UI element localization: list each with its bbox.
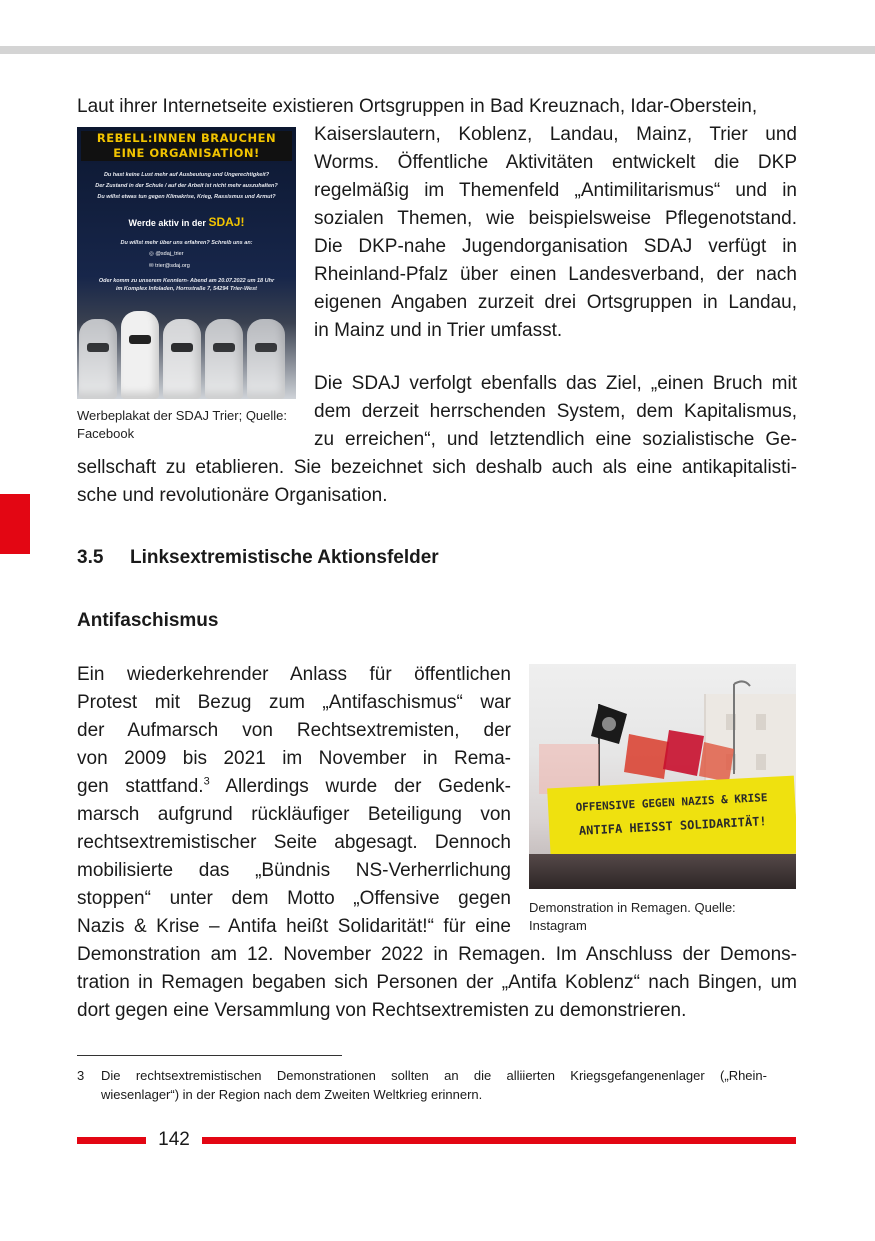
section-heading: [77, 547, 439, 569]
photo-caption: Demonstration in Remagen. Quelle: Instagram: [529, 900, 736, 933]
antifa-paragraph-wrapped: Ein wiederkehrender Anlass für öffentlichen Protest mit Bezug zum „Antifaschismus“ war der Aufmarsch von Rechtsextremisten, der von 2009 bis 2021 im November in Rema- gen stattfand.$^3$ Allerdings wurde der Gedenk- marsch aufgrund rückläufiger Beteiligung von rechtsextremistischer Seite abgesagt. Dennoch mobilisierte das „Bündnis NS-Verherrlichung stoppen“ unter dem Motto „Offensive gegen Nazis & Krise – Antifa heißt Solidarität!“ für eine: [77, 664, 511, 937]
footnote-rule: [77, 1055, 342, 1056]
poster-email: ✉ trier@sdaj.org: [149, 263, 190, 269]
intro-first-line: Laut ihrer Internetseite existieren Ortsgruppen in Bad Kreuznach, Idar-Oberstein,: [77, 96, 758, 117]
sdaj-poster-image: REBELL:INNEN BRAUCHEN EINE ORGANISATION! Du hast keine Lust mehr auf Ausbeutung und Ungerechtigkeit? Der Zustand in der Schule / auf der Arbeit ist nicht mehr auszuhalten? Du willst etwas tun gegen Klimakrise, Krieg, Rassismus und Armut? Werde aktiv in der SDAJ! Du willst mehr über uns erfahren? Schreib uns an: ◎ @sdaj_trier ✉ trier@sdaj.org Oder komm zu unserem Kennlern- Abend am 20.07.2022 um 18 Uhr im Komplex Infoladen, Hornstraße 7, 54294 Trier-West: [77, 127, 296, 399]
stormtrooper-figures: [77, 302, 296, 399]
line-with-footnote-ref: gen stattfand.$^3$ Allerdings wurde der Gedenk-: [77, 775, 511, 797]
demonstration-photo: [529, 664, 796, 889]
subsection-heading: Antifaschismus: [77, 610, 219, 631]
poster-title: REBELL:INNEN BRAUCHEN EINE ORGANISATION!: [81, 131, 292, 161]
sdaj-logo: SDAJ!: [208, 215, 245, 229]
section-number: 3.5: [77, 547, 104, 568]
footnote-ref-3: 3: [203, 775, 210, 788]
page-number: 142: [158, 1129, 190, 1150]
footnote-3: [77, 1066, 767, 1104]
envelope-icon: ✉: [149, 263, 154, 269]
crowd-graphic: [529, 854, 796, 889]
footnote-number: 3: [77, 1068, 85, 1083]
chapter-tab-marker: [0, 494, 30, 554]
footnote-text: Die rechtsextremistischen Demonstrationen sollten an die alliierten Kriegsgefangenenlager („Rhein- wiesenlager“) in der Region nach dem Zweiten Weltkrieg erinnern.: [101, 1068, 767, 1102]
instagram-icon: ◎: [149, 251, 154, 257]
poster-werde-aktiv: Werde aktiv in der SDAJ!: [128, 215, 245, 229]
footer-bar-left: [77, 1137, 146, 1144]
sdaj-paragraph-full: sellschaft zu etablieren. Sie bezeichnet sich deshalb auch als eine antikapitalisti- sche und revolutionäre Organisation.: [77, 457, 797, 506]
poster-caption: Werbeplakat der SDAJ Trier; Quelle: Facebook: [77, 408, 288, 441]
demo-banner: OFFENSIVE GEGEN NAZIS & KRISE ANTIFA HEISST SOLIDARITÄT!: [547, 776, 796, 867]
sdaj-paragraph-wrapped: Die SDAJ verfolgt ebenfalls das Ziel, „einen Bruch mit dem derzeit herrschenden System, dem Kapitalismus, zu erreichen“, und letztendlich eine sozialistische Ge-: [314, 373, 797, 450]
top-rule: [0, 46, 875, 54]
antifa-paragraph-full: Demonstration am 12. November 2022 in Remagen. Im Anschluss der Demons- tration in Remagen begaben sich Personen der „Antifa Koblenz“ nach Bingen, um dort gegen eine Versammlung von Rechtsextremisten zu demonstrieren.: [77, 944, 797, 1021]
footer-bar-right: [202, 1137, 796, 1144]
section-title: Linksextremistische Aktionsfelder: [130, 547, 439, 568]
poster-instagram: ◎ @sdaj_trier: [149, 251, 184, 257]
intro-wrapped-text: Kaiserslautern, Koblenz, Landau, Mainz, Trier und Worms. Öffentliche Aktivitäten entwickelt die DKP regelmäßig im Themenfeld „Antimilitarismus“ und in sozialen Themen, wie beispielsweise Pflegenotstand. Die DKP-nahe Jugendorganisation SDAJ verfügt in Rheinland-Pfalz über einen Landesverband, der nach eigenen Angaben zurzeit drei Ortsgruppen in Landau, in Mainz und in Trier umfasst.: [314, 124, 797, 341]
